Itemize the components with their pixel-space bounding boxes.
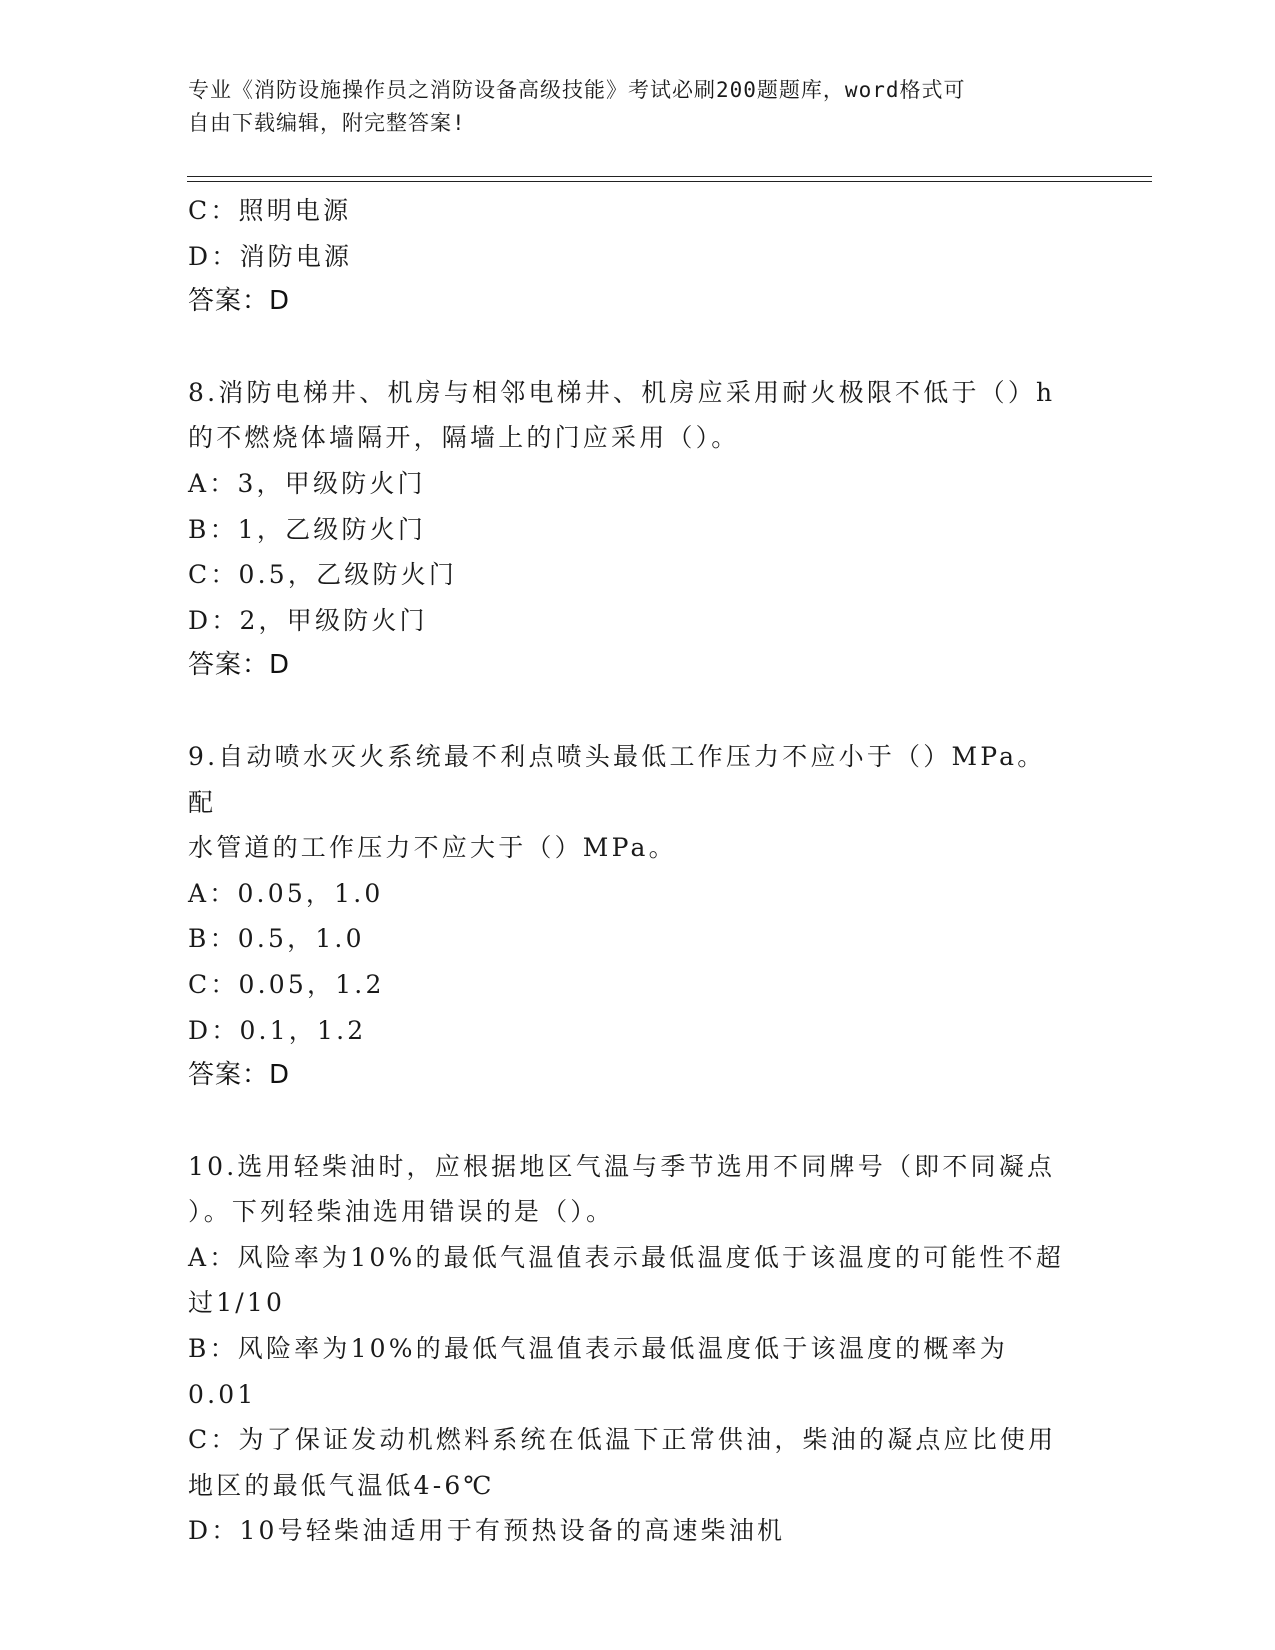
- question-7-remainder: [188, 188, 1068, 325]
- option-d: D：10号轻柴油适用于有预热设备的高速柴油机: [188, 1516, 786, 1546]
- spacer: [188, 1099, 1068, 1144]
- header-divider-bottom: [187, 181, 1152, 182]
- question-stem: ）。下列轻柴油选用错误的是（）。: [188, 1197, 615, 1227]
- question-9: [188, 734, 1068, 1099]
- option-c: C：0.05，1.2: [188, 969, 385, 999]
- document-header: [188, 74, 1068, 140]
- header-line-2: 自由下载编辑，附完整答案!: [188, 111, 466, 135]
- option-b: B：0.5，1.0: [188, 924, 365, 954]
- option-d: D：0.1，1.2: [188, 1015, 367, 1045]
- option-a: A：3，甲级防火门: [188, 468, 426, 498]
- option-a: A：风险率为10%的最低气温值表示最低温度低于该温度的可能性不超: [188, 1242, 1065, 1272]
- question-8: [188, 370, 1068, 689]
- answer-line: 答案：D: [188, 1060, 291, 1091]
- answer-line: 答案：D: [188, 650, 291, 681]
- option-c: C：0.5，乙级防火门: [188, 560, 458, 590]
- question-stem: 10.选用轻柴油时，应根据地区气温与季节选用不同牌号（即不同凝点: [188, 1151, 1056, 1181]
- question-stem: 8.消防电梯井、机房与相邻电梯井、机房应采用耐火极限不低于（）h: [188, 377, 1056, 407]
- answer-line: 答案：D: [188, 286, 291, 317]
- option-a: A：0.05，1.0: [188, 878, 384, 908]
- header-line-1: 专业《消防设施操作员之消防设备高级技能》考试必刷200题题库，word格式可: [188, 78, 966, 102]
- question-stem: 9.自动喷水灭火系统最不利点喷头最低工作压力不应小于（）MPa。配: [188, 741, 1046, 817]
- header-divider-top: [187, 176, 1152, 177]
- option-a-continued: 过1/10: [188, 1288, 286, 1318]
- option-c-continued: 地区的最低气温低4-6℃: [188, 1470, 495, 1500]
- document-body: [188, 188, 1068, 1554]
- option-b: B：风险率为10%的最低气温值表示最低温度低于该温度的概率为0.01: [188, 1334, 1008, 1409]
- option-c: C：为了保证发动机燃料系统在低温下正常供油，柴油的凝点应比使用: [188, 1425, 1057, 1455]
- spacer: [188, 325, 1068, 370]
- option-d: D：2，甲级防火门: [188, 605, 428, 635]
- question-10: [188, 1144, 1068, 1554]
- question-stem: 水管道的工作压力不应大于（）MPa。: [188, 833, 677, 863]
- option-c: C：照明电源: [188, 196, 352, 225]
- question-stem: 的不燃烧体墙隔开，隔墙上的门应采用（）。: [188, 423, 740, 453]
- option-b: B：1，乙级防火门: [188, 514, 427, 544]
- spacer: [188, 689, 1068, 734]
- option-d: D：消防电源: [188, 241, 353, 271]
